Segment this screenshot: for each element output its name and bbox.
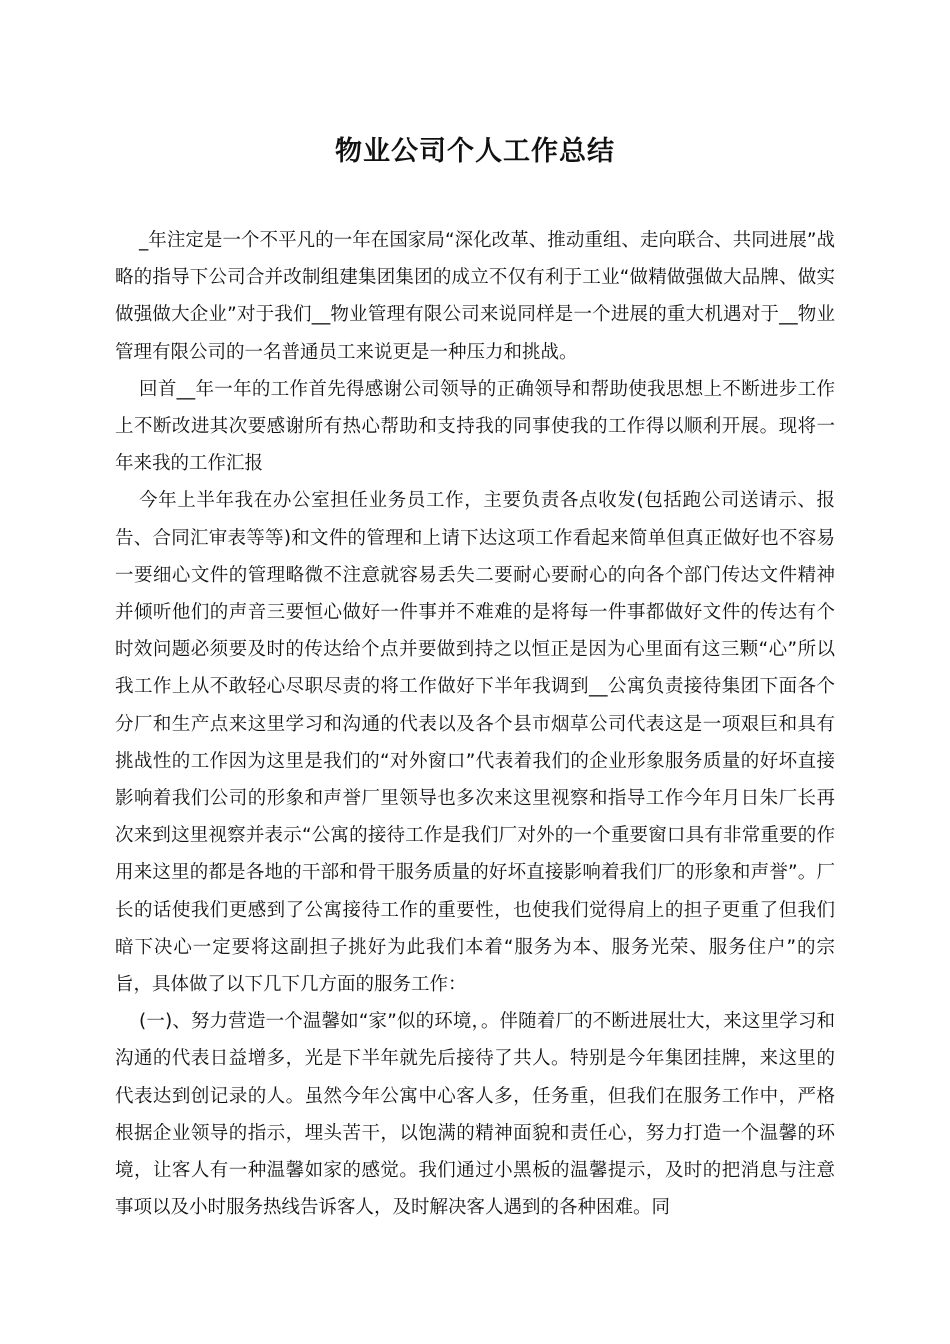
paragraph-section-one: (一)、努力营造一个温馨如“家”似的环境，。伴随着厂的不断进展壮大，来这里学习和沟通的代表日益增多，光是下半年就先后接待了共人。特别是今年集团挂牌，来这里的代表达到创记录的人。虽然今年公寓中心客人多，任务重，但我们在服务工作中，严格根据企业领导的指示，埋头苦干，以饱满的精神面貌和责任心，努力打造一个温馨的环境，让客人有一种温馨如家的感觉。我们通过小黑板的温馨提示，及时的把消息与注意事项以及小时服务热线告诉客人，及时解决客人遇到的各种困难。同 xyxy=(115,1011,835,1219)
document-body xyxy=(115,222,835,1226)
paragraph-review: 回首__年一年的工作首先得感谢公司领导的正确领导和帮助使我思想上不断进步工作上不断改进其次要感谢所有热心帮助和支持我的同事使我的工作得以顺利开展。现将一年来我的工作汇报 xyxy=(115,378,835,475)
paragraph-intro: _年注定是一个不平凡的一年在国家局“深化改革、推动重组、走向联合、共同进展”战略的指导下公司合并改制组建集团集团的成立不仅有利于工业“做精做强做大品牌、做实做强做大企业”对于我们__物业管理有限公司来说同样是一个进展的重大机遇对于__物业管理有限公司的一名普通员工来说更是一种压力和挑战。 xyxy=(115,230,835,363)
document-title: 物业公司个人工作总结 xyxy=(335,136,615,167)
paragraph-work-report: 今年上半年我在办公室担任业务员工作，主要负责各点收发(包括跑公司送请示、报告、合同汇审表等等)和文件的管理和上请下达这项工作看起来简单但真正做好也不容易一要细心文件的管理略微不注意就容易丢失二要耐心要耐心的向各个部门传达文件精神并倾听他们的声音三要恒心做好一件事并不难难的是将每一件事都做好文件的传达有个时效问题必须要及时的传达给个点并要做到持之以恒正是因为心里面有这三颗“心”所以我工作上从不敢轻心尽职尽责的将工作做好下半年我调到__公寓负责接待集团下面各个分厂和生产点来这里学习和沟通的代表以及各个县市烟草公司代表这是一项艰巨和具有挑战性的工作因为这里是我们的“对外窗口”代表着我们的企业形象服务质量的好坏直接影响着我们公司的形象和声誉厂里领导也多次来这里视察和指导工作今年月日朱厂长再次来到这里视察并表示“公寓的接待工作是我们厂对外的一个重要窗口具有非常重要的作用来这里的都是各地的干部和骨干服务质量的好坏直接影响着我们厂的形象和声誉”。厂长的话使我们更感到了公寓接待工作的重要性，也使我们觉得肩上的担子更重了但我们暗下决心一定要将这副担子挑好为此我们本着“服务为本、服务光荣、服务住户”的宗旨，具体做了以下几下几方面的服务工作： xyxy=(115,490,835,996)
